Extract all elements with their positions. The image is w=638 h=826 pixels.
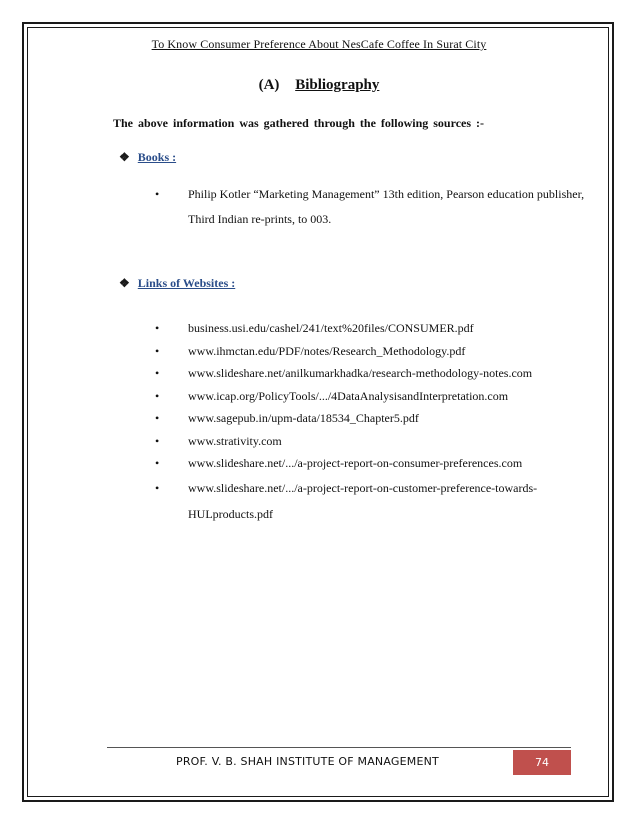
books-heading: Books : xyxy=(137,150,177,164)
footer-rule xyxy=(107,747,571,748)
bullet-dot-icon: • xyxy=(155,480,160,495)
diamond-bullet-icon: ❖ xyxy=(119,276,130,290)
website-link[interactable]: www.strativity.com xyxy=(188,433,282,448)
website-link[interactable]: www.slideshare.net/anilkumarkhadka/research-methodology-notes.com xyxy=(188,366,533,380)
book-entry: Philip Kotler “Marketing Management” 13th edition, Pearson education publisher, Third Indian re-prints, to 003. xyxy=(188,187,585,226)
links-list xyxy=(155,317,598,527)
bullet-dot-icon: • xyxy=(155,388,160,403)
bullet-dot-icon: • xyxy=(155,433,160,448)
intro-text: The above information was gathered through the following sources :- xyxy=(113,116,485,130)
list-item[interactable] xyxy=(155,475,598,527)
bullet-dot-icon: • xyxy=(155,411,160,425)
running-header: To Know Consumer Preference About NesCafe Coffee In Surat City xyxy=(151,37,487,51)
footer-institute: PROF. V. B. SHAH INSTITUTE OF MANAGEMENT xyxy=(176,755,439,768)
website-link[interactable]: www.ihmctan.edu/PDF/notes/Research_Methodology.pdf xyxy=(188,343,466,358)
list-item[interactable] xyxy=(155,430,598,453)
list-item xyxy=(155,182,598,232)
bullet-dot-icon: • xyxy=(155,366,160,380)
list-item[interactable] xyxy=(155,385,598,408)
website-link[interactable]: www.slideshare.net/.../a-project-report-on-consumer-preferences.com xyxy=(188,456,523,470)
section-number: (A) xyxy=(258,77,280,93)
website-link[interactable]: www.slideshare.net/.../a-project-report-on-customer-preference-towards-HULproducts.pdf xyxy=(188,480,538,521)
section-title xyxy=(0,77,638,94)
bullet-dot-icon: • xyxy=(155,456,160,470)
list-item[interactable] xyxy=(155,452,598,475)
list-item[interactable] xyxy=(155,407,598,430)
bullet-dot-icon: • xyxy=(155,187,160,201)
website-link[interactable]: www.icap.org/PolicyTools/.../4DataAnalysisandInterpretation.com xyxy=(188,388,509,403)
books-subheading xyxy=(119,150,176,165)
list-item[interactable] xyxy=(155,317,598,340)
bullet-dot-icon: • xyxy=(155,343,160,358)
bullet-dot-icon: • xyxy=(155,321,160,335)
diamond-bullet-icon: ❖ xyxy=(119,150,130,164)
list-item[interactable] xyxy=(155,340,598,363)
links-subheading xyxy=(119,276,235,291)
list-item[interactable] xyxy=(155,362,598,385)
links-heading: Links of Websites : xyxy=(137,276,236,290)
website-link[interactable]: business.usi.edu/cashel/241/text%20files/CONSUMER.pdf xyxy=(188,321,474,335)
website-link[interactable]: www.sagepub.in/upm-data/18534_Chapter5.pdf xyxy=(188,411,419,425)
section-heading: Bibliography xyxy=(295,77,380,93)
page-number-badge: 74 xyxy=(513,750,571,775)
books-list xyxy=(155,182,598,232)
